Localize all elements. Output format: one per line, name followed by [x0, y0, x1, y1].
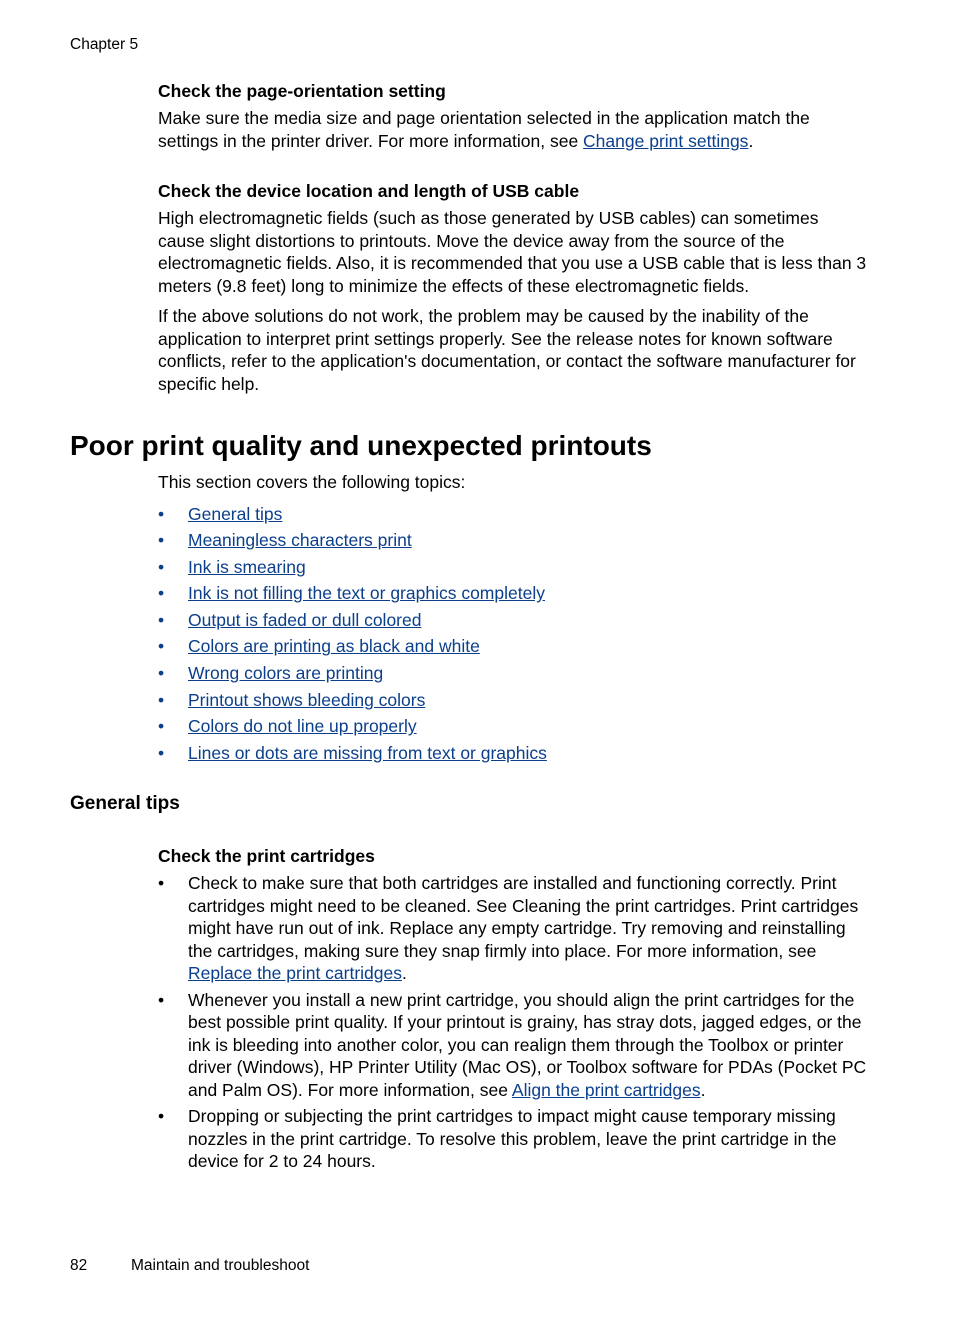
- link-colors-black-white[interactable]: Colors are printing as black and white: [188, 636, 480, 657]
- bullet-icon: •: [158, 689, 165, 710]
- link-meaningless-characters[interactable]: Meaningless characters print: [188, 530, 412, 551]
- subheading-print-cartridges: Check the print cartridges: [158, 846, 375, 866]
- link-general-tips[interactable]: General tips: [188, 503, 283, 524]
- bullet-icon: •: [158, 503, 165, 524]
- topics-section: [158, 471, 868, 766]
- paragraph-electromagnetic: High electromagnetic fields (such as those generated by USB cables) can sometimes cause slight distortions to printouts. Move the device away from the source of the electromagnetic fields. Also, it is recommended that you use a USB cable that is less than 3 meters (9.8 feet) long to minimize the effects of these electromagnetic fields.: [158, 208, 867, 296]
- subheading-usb-cable: Check the device location and length of USB cable: [158, 181, 580, 201]
- bullet-icon: •: [158, 742, 165, 763]
- topic-item: [158, 527, 868, 554]
- link-wrong-colors[interactable]: Wrong colors are printing: [188, 663, 384, 684]
- bullet-icon: •: [158, 663, 165, 684]
- topic-item: [158, 501, 868, 528]
- list-item: [158, 989, 868, 1102]
- topic-item: [158, 580, 868, 607]
- bullet-icon: •: [158, 583, 165, 604]
- running-head-chapter: Chapter 5: [70, 36, 139, 53]
- bullet-icon: •: [158, 1106, 165, 1126]
- section-page-orientation: [158, 80, 868, 152]
- topics-list: [158, 501, 868, 767]
- link-align-cartridges[interactable]: Align the print cartridges: [511, 1079, 701, 1100]
- link-bleeding-colors[interactable]: Printout shows bleeding colors: [188, 689, 426, 710]
- bullet-icon: •: [158, 609, 165, 630]
- bullet-icon: •: [158, 556, 165, 577]
- list-item: [158, 872, 868, 985]
- topic-item: [158, 633, 868, 660]
- item-text: Dropping or subjecting the print cartridges to impact might cause temporary missing nozzles in the print cartridge. To resolve this problem, leave the print cartridge in the device for 2 to 24 hours.: [188, 1106, 837, 1171]
- bullet-icon: •: [158, 989, 165, 1010]
- link-ink-smearing[interactable]: Ink is smearing: [188, 556, 306, 577]
- topic-item: [158, 687, 868, 714]
- page-number: 82: [70, 1257, 88, 1274]
- link-ink-not-filling[interactable]: Ink is not filling the text or graphics completely: [188, 583, 545, 604]
- paragraph-other-solutions: If the above solutions do not work, the problem may be caused by the inability of the application to interpret print settings properly. See the release notes for known software conflicts, refer to the application's documentation, or contact the software manufacturer for specific help.: [158, 306, 856, 394]
- link-change-print-settings[interactable]: Change print settings: [583, 130, 749, 151]
- item-text: Check to make sure that both cartridges are installed and functioning correctly. Print cartridges might need to be cleaned. See Cleaning the print cartridges. Print cartridges might have run out of ink. Replace any empty cartridge. Try removing and reinstalling the cartridges, making sure they snap firmly into place. For more information, see: [188, 873, 859, 961]
- paragraph-period: .: [748, 130, 754, 151]
- item-period: .: [402, 963, 407, 983]
- section-general-tips: [158, 845, 868, 1177]
- bullet-icon: •: [158, 873, 165, 893]
- subheading-page-orientation: Check the page-orientation setting: [158, 81, 446, 101]
- paragraph-text: Make sure the media size and page orientation selected in the application match the settings in the printer driver. For more information, see: [158, 108, 810, 151]
- footer-section-title: Maintain and troubleshoot: [131, 1257, 310, 1274]
- topic-item: [158, 740, 868, 767]
- paragraph-page-orientation: [158, 107, 868, 152]
- section-title-general-tips: General tips: [70, 793, 180, 814]
- link-output-faded[interactable]: Output is faded or dull colored: [188, 609, 422, 630]
- page-title: Poor print quality and unexpected printouts: [70, 430, 652, 461]
- item-text: Whenever you install a new print cartridge, you should align the print cartridges for the best possible print quality. If your printout is grainy, has stray dots, jagged edges, or the ink is bleeding into another color, you can realign them through the Toolbox or printer driver (Windows), HP Printer Utility (Mac OS), or Toolbox software for PDAs (Pocket PC and Palm OS). For more information, see: [188, 989, 867, 1100]
- topics-intro: This section covers the following topics:: [158, 472, 466, 492]
- bullet-icon: •: [158, 530, 165, 551]
- cartridge-tips-list: [158, 872, 868, 1173]
- topic-item: [158, 660, 868, 687]
- item-period: .: [700, 1079, 706, 1100]
- bullet-icon: •: [158, 636, 165, 657]
- topic-item: [158, 607, 868, 634]
- link-replace-cartridges[interactable]: Replace the print cartridges: [188, 963, 402, 983]
- topic-item: [158, 554, 868, 581]
- bullet-icon: •: [158, 716, 165, 737]
- list-item: [158, 1105, 868, 1173]
- topic-item: [158, 713, 868, 740]
- link-colors-line-up[interactable]: Colors do not line up properly: [188, 716, 417, 737]
- section-usb-cable: [158, 180, 868, 395]
- link-lines-dots-missing[interactable]: Lines or dots are missing from text or graphics: [188, 742, 547, 763]
